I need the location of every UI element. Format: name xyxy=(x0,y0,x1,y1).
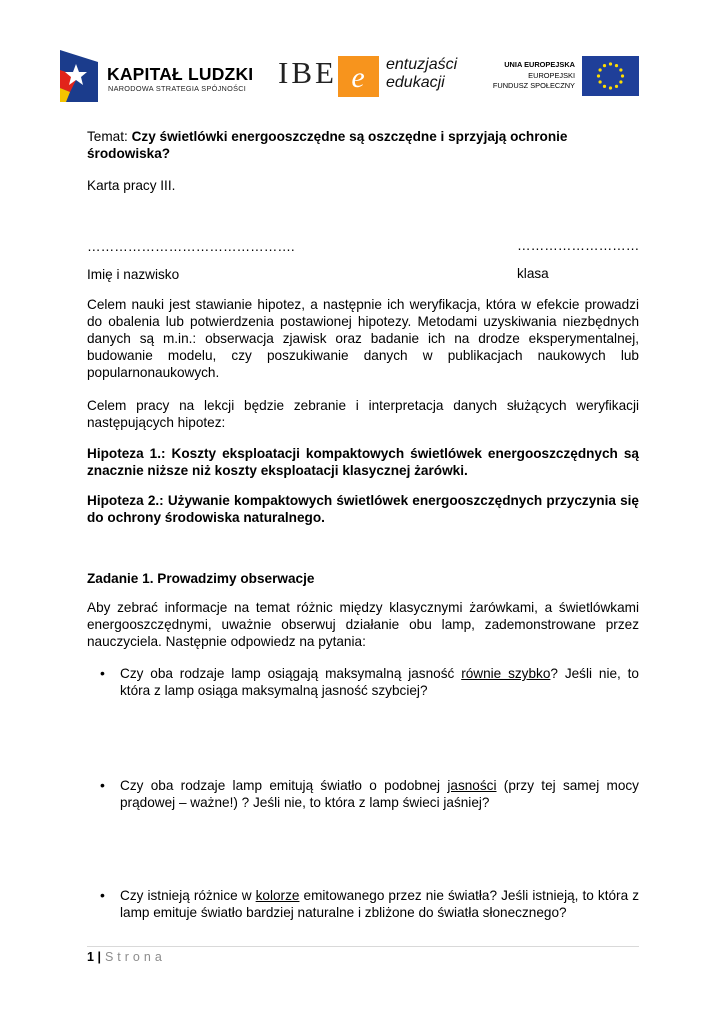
kapital-ludzki-logo-icon xyxy=(56,48,102,104)
q2-text-b: (przy tej samej mocy prądowej – ważne!) ? Jeśli nie, to która z lamp świeci jaśniej? xyxy=(120,778,639,810)
eu-flag-icon xyxy=(582,56,639,96)
q1-underlined: równie szybko xyxy=(461,666,551,681)
ue-line1: UNIA EUROPEJSKA xyxy=(504,60,575,69)
kapital-ludzki-title: KAPITAŁ LUDZKI xyxy=(107,64,254,84)
class-dots: ……………………… xyxy=(517,238,640,253)
q2-text-a: Czy oba rodzaje lamp emitują światło o podobnej xyxy=(120,778,448,793)
name-dots: ………………………………………. xyxy=(87,239,295,254)
name-label: Imię i nazwisko xyxy=(87,267,180,282)
footer-separator: | xyxy=(97,950,101,964)
bullet-3: • xyxy=(100,887,105,903)
q3-underlined: kolorze xyxy=(255,888,300,903)
topic-line2: środowiska? xyxy=(87,146,171,161)
question-2 xyxy=(120,777,639,811)
class-label: klasa xyxy=(517,266,549,281)
task1-title: Zadanie 1. Prowadzimy obserwacje xyxy=(87,571,315,586)
entuzjasci-line1: entuzjaści xyxy=(386,56,458,73)
ue-line2: EUROPEJSKI xyxy=(528,71,575,80)
intro-paragraph: Celem nauki jest stawianie hipotez, a następnie ich weryfikacja, która w efekcie prowadzi do obalenia lub potwierdzenia postawionej hipotezy. Metodami uzyskiwania niezbędnych danych są m.in.: obserwacja zjawisk oraz badanie ich na drodze eksperymentalnej, budowanie modelu, czy poszukiwanie danych w publikacjach naukowych lub popularnonaukowych. xyxy=(87,297,639,380)
q1-text-b: ? Jeśli nie, to która z lamp osiąga maksymalną jasność szybciej? xyxy=(120,666,639,698)
topic-prefix: Temat: xyxy=(87,129,132,144)
footer-divider xyxy=(87,946,639,947)
ibe-mark-letter: e xyxy=(351,61,365,94)
bullet-1: • xyxy=(100,665,105,681)
topic-title: Czy świetlówki energooszczędne są oszczędne i sprzyjają ochronie xyxy=(131,129,568,144)
q3-text-a: Czy istnieją różnice w xyxy=(120,888,256,903)
kapital-ludzki-subtitle: NARODOWA STRATEGIA SPÓJNOŚCI xyxy=(108,84,247,93)
question-1 xyxy=(120,665,639,699)
ibe-logo-text: IBE xyxy=(278,55,337,90)
ue-line3: FUNDUSZ SPOŁECZNY xyxy=(492,81,575,90)
ibe-logo-icon xyxy=(338,56,379,97)
question-3 xyxy=(120,887,639,921)
goal-paragraph: Celem pracy na lekcji będzie zebranie i interpretacja danych służących weryfikacji następujących hipotez: xyxy=(87,398,639,430)
entuzjasci-line2: edukacji xyxy=(386,74,445,91)
task1-intro: Aby zebrać informacje na temat różnic między klasycznymi żarówkami, a świetlówkami energooszczędnymi, uważnie obserwuj działanie obu lamp, zademonstrowane przez nauczyciela. Następnie odpowiedz na pytania: xyxy=(87,600,639,649)
q3-text-b: emitowanego przez nie światła? Jeśli istnieją, to która z lamp emituje światło bardziej naturalne i zbliżone do światła słonecznego? xyxy=(120,888,639,920)
worksheet-label: Karta pracy III. xyxy=(87,178,176,193)
hypothesis-1: Hipoteza 1.: Koszty eksploatacji kompaktowych świetlówek energooszczędnych są znacznie niższe niż koszty eksploatacji klasycznej żarówki. xyxy=(87,446,639,478)
page-number: 1 xyxy=(87,950,94,964)
q2-underlined: jasności xyxy=(447,778,497,793)
page-footer xyxy=(87,950,166,964)
topic-line1 xyxy=(87,128,567,145)
hypothesis-2: Hipoteza 2.: Używanie kompaktowych świetlówek energooszczędnych przyczynia się do ochrony środowiska naturalnego. xyxy=(87,493,639,525)
page-word: Strona xyxy=(104,950,166,964)
bullet-2: • xyxy=(100,777,105,793)
q1-text-a: Czy oba rodzaje lamp osiągają maksymalną jasność xyxy=(120,666,462,681)
